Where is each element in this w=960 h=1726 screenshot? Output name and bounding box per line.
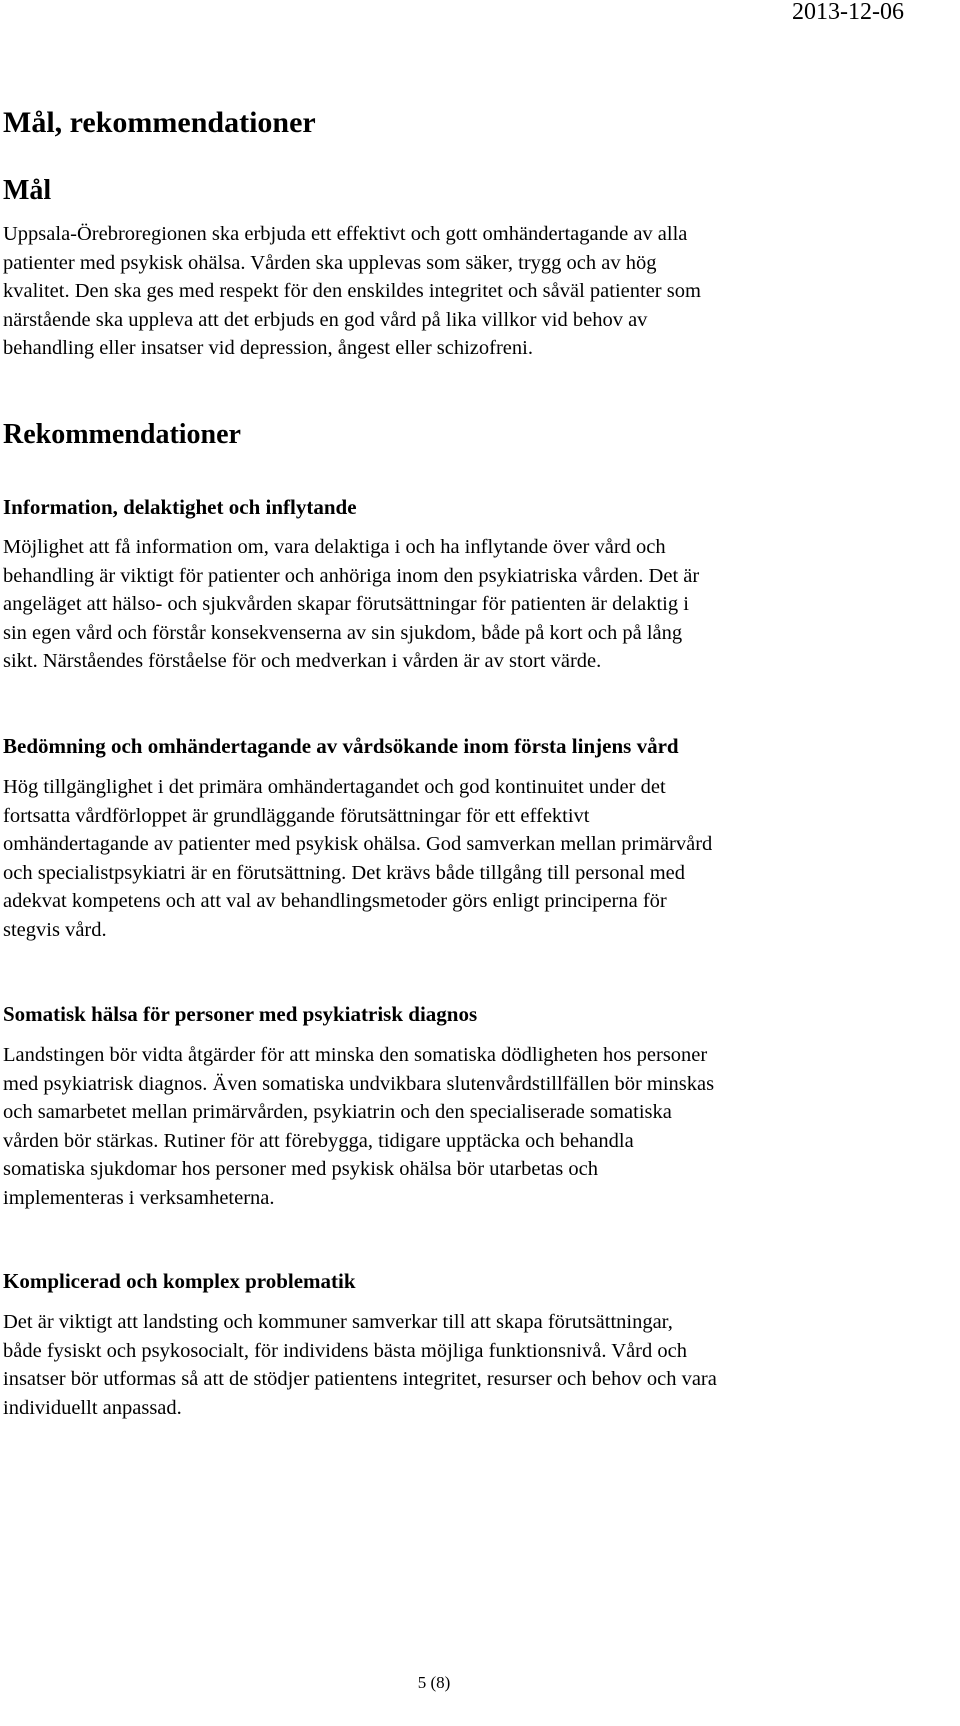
subsection-heading-bedomning: Bedömning och omhändertagande av vårdsökande inom första linjens vård [3, 734, 679, 758]
section-heading-mal: Mål [3, 175, 52, 206]
text-line: Möjlighet att få information om, vara delaktiga i och ha inflytande över vård och [3, 536, 666, 558]
page-footer [0, 1672, 960, 1694]
text-line: Det är viktigt att landsting och kommuner samverkar till att skapa förutsättningar, [3, 1311, 673, 1333]
page-title: Mål, rekommendationer [3, 106, 316, 139]
subsection-heading-somatisk: Somatisk hälsa för personer med psykiatrisk diagnos [3, 1002, 478, 1026]
text-line: angeläget att hälso- och sjukvården skapar förutsättningar för patienten är delaktig i [3, 593, 689, 615]
text-line: behandling eller insatser vid depression, ångest eller schizofreni. [3, 337, 533, 359]
text-line: Hög tillgänglighet i det primära omhändertagandet och god kontinuitet under det [3, 776, 666, 798]
text-line: Uppsala-Örebroregionen ska erbjuda ett effektivt och gott omhändertagande av alla [3, 223, 688, 245]
page-number: 5 (8) [417, 1673, 451, 1692]
text-line: och specialistpsykiatri är en förutsättning. Det krävs både tillgång till personal med [3, 861, 686, 884]
text-line: fortsatta vårdförloppet är grundläggande förutsättningar för ett effektivt [3, 804, 590, 827]
text-line: med psykiatrisk diagnos. Även somatiska undvikbara slutenvårdstillfällen bör minskas [3, 1072, 715, 1095]
text-line: sikt. Närståendes förståelse för och medverkan i vården är av stort värde. [3, 650, 602, 672]
text-line: adekvat kompetens och att val av behandlingsmetoder görs enligt principerna för [3, 890, 667, 912]
text-line: omhändertagande av patienter med psykisk ohälsa. God samverkan mellan primärvård [3, 833, 713, 855]
subsection-heading-komplicerad: Komplicerad och komplex problematik [3, 1269, 356, 1293]
text-line: Landstingen bör vidta åtgärder för att minska den somatiska dödligheten hos personer [3, 1044, 708, 1066]
text-line: och samarbetet mellan primärvården, psykiatrin och den specialiserade somatiska [3, 1101, 672, 1123]
text-line: både fysiskt och psykosocialt, för individens bästa möjliga funktionsnivå. Vård och [3, 1339, 687, 1362]
text-line: sin egen vård och förstår konsekvenserna av sin sjukdom, både på kort och på lång [3, 621, 683, 644]
paragraph-bedomning [3, 773, 953, 944]
text-line: närstående ska uppleva att det erbjuds en god vård på lika villkor vid behov av [3, 308, 648, 331]
paragraph-komplicerad [3, 1308, 953, 1422]
section-heading-rekommendationer: Rekommendationer [3, 419, 241, 450]
text-line: somatiska sjukdomar hos personer med psykisk ohälsa bör utarbetas och [3, 1158, 598, 1180]
text-line: vården bör stärkas. Rutiner för att förebygga, tidigare upptäcka och behandla [3, 1129, 634, 1152]
subsection-heading-information: Information, delaktighet och inflytande [3, 495, 357, 519]
text-line: implementeras i verksamheterna. [3, 1186, 275, 1209]
text-line: kvalitet. Den ska ges med respekt för den enskildes integritet och såväl patienter som [3, 280, 701, 302]
paragraph-information [3, 533, 953, 676]
text-line: behandling är viktigt för patienter och anhöriga inom den psykiatriska vården. Det är [3, 564, 700, 587]
text-line: insatser bör utformas så att de stödjer patientens integritet, resurser och behov och vara [3, 1368, 717, 1390]
text-line: patienter med psykisk ohälsa. Vården ska upplevas som säker, trygg och av hög [3, 251, 657, 274]
paragraph-somatisk [3, 1041, 953, 1212]
text-line: individuellt anpassad. [3, 1396, 182, 1419]
text-line: stegvis vård. [3, 918, 107, 941]
paragraph-mal [3, 220, 953, 363]
header-date: 2013-12-06 [792, 0, 904, 25]
